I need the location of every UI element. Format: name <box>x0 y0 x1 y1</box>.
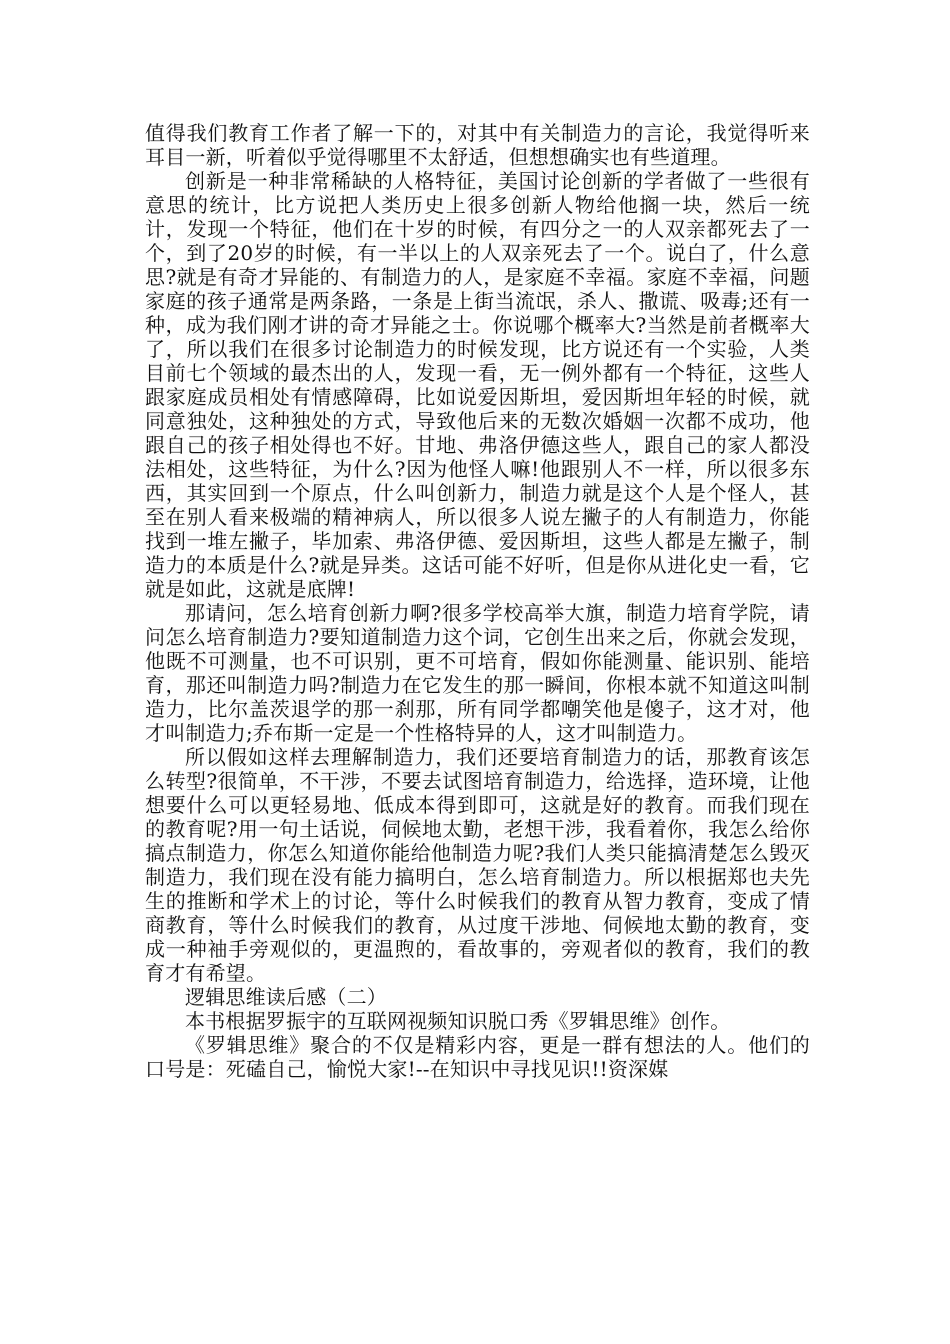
section-heading: 逻辑思维读后感（二） <box>185 985 387 1009</box>
paragraph-cultivate-question: 那请问，怎么培育创新力啊?很多学校高举大旗，制造力培育学院，请问怎么培育制造力?要知道制造力这个词，它创生出来之后，你就会发现，他既不可测量，也不可识别，更不可培育，假如你能测量、能识别、能培育，那还叫制造力吗?制造力在它发生的那一瞬间，你根本就不知道这叫制造力，比尔盖茨退学的那一刹那，所有同学都嘲笑他是傻子，这才对，他才叫制造力;乔布斯一定是一个性格特异的人，这才叫制造力。 <box>145 601 810 745</box>
paragraph-slogan: 《罗辑思维》聚合的不仅是精彩内容，更是一群有想法的人。他们的口号是：死磕自己，愉悦大家!--在知识中寻找见识!!资深媒 <box>145 1033 810 1081</box>
document-page <box>145 121 810 1081</box>
paragraph-education-transform: 所以假如这样去理解制造力，我们还要培育制造力的话，那教育该怎么转型?很简单，不干涉，不要去试图培育制造力，给选择，造环境，让他想要什么可以更轻易地、低成本得到即可，这就是好的教育。而我们现在的教育呢?用一句土话说，伺候地太勤，老想干涉，我看着你，我怎么给你搞点制造力，你怎么知道你能给他制造力呢?我们人类只能搞清楚怎么毁灭制造力，我们现在没有能力搞明白，怎么培育制造力。所以根据郑也夫先生的推断和学术上的讨论，等什么时候我们的教育从智力教育，变成了情商教育，等什么时候我们的教育，从过度干涉地、伺候地太勤的教育，变成一种袖手旁观似的，更温煦的，看故事的，旁观者似的教育，我们的教育才有希望。 <box>145 745 810 985</box>
paragraph-innovation-trait: 创新是一种非常稀缺的人格特征，美国讨论创新的学者做了一些很有意思的统计，比方说把人类历史上很多创新人物给他搁一块，然后一统计，发现一个特征，他们在十岁的时候，有四分之一的人双亲都死去了一个，到了20岁的时候，有一半以上的人双亲死去了一个。说白了，什么意思?就是有奇才异能的、有制造力的人，是家庭不幸福。家庭不幸福，问题家庭的孩子通常是两条路，一条是上街当流氓，杀人、撒谎、吸毒;还有一种，成为我们刚才讲的奇才异能之士。你说哪个概率大?当然是前者概率大了，所以我们在很多讨论制造力的时候发现，比方说还有一个实验，人类目前七个领域的最杰出的人，发现一看，无一例外都有一个特征，这些人跟家庭成员相处有情感障碍，比如说爱因斯坦，爱因斯坦年轻的时候，就同意独处，这种独处的方式，导致他后来的无数次婚姻一次都不成功，他跟自己的孩子相处得也不好。甘地、弗洛伊德这些人，跟自己的家人都没法相处，这些特征，为什么?因为他怪人嘛!他跟别人不一样，所以很多东西，其实回到一个原点，什么叫创新力，制造力就是这个人是个怪人，甚至在别人看来极端的精神病人，所以很多人说左撇子的人有制造力，你能找到一堆左撇子，毕加索、弗洛伊德、爱因斯坦，这些人都是左撇子，制造力的本质是什么?就是异类。这话可能不好听，但是你从进化史一看，它就是如此，这就是底牌! <box>145 169 810 601</box>
paragraph-book-origin: 本书根据罗振宇的互联网视频知识脱口秀《罗辑思维》创作。 <box>185 1009 731 1033</box>
paragraph-intro: 值得我们教育工作者了解一下的，对其中有关制造力的言论，我觉得听来耳目一新，听着似乎觉得哪里不太舒适，但想想确实也有些道理。 <box>145 121 810 169</box>
